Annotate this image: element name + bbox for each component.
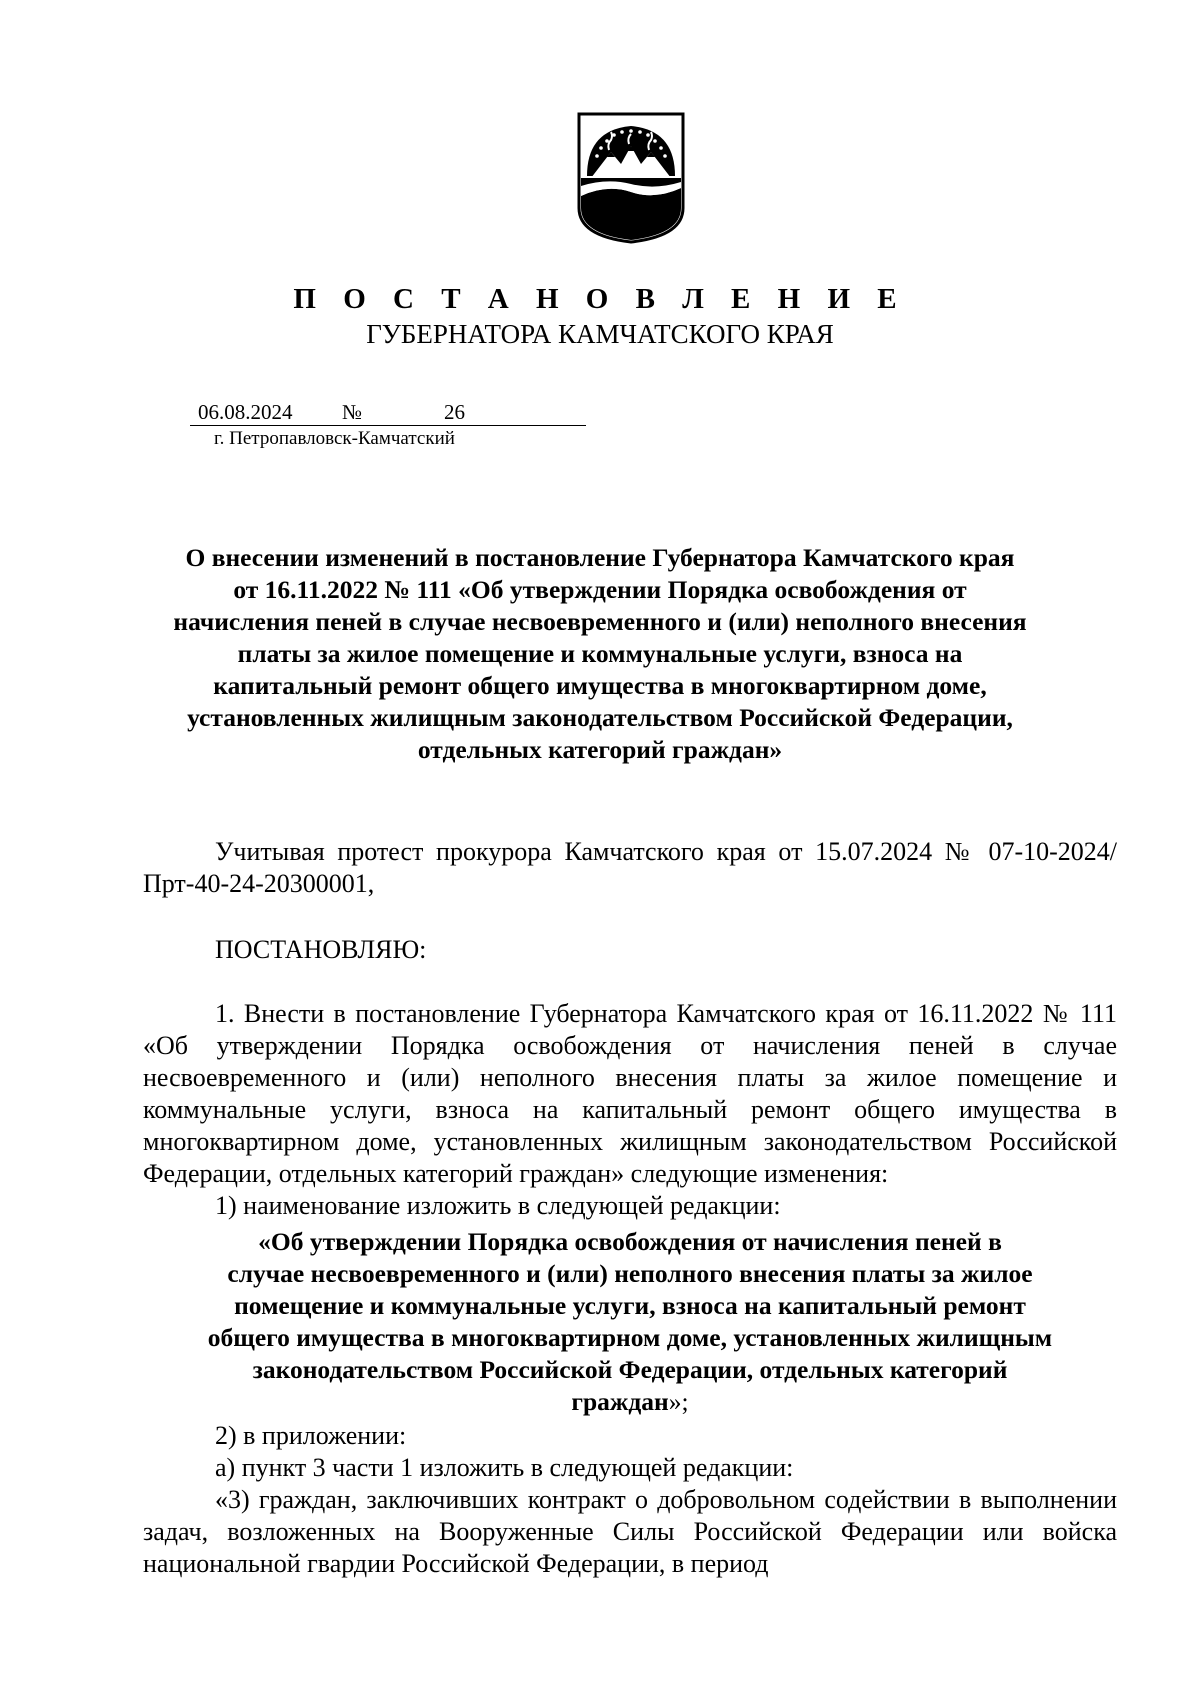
- document-date: 06.08.2024: [198, 400, 293, 424]
- item-1-1-paragraph: 1) наименование изложить в следующей редакции:: [215, 1191, 781, 1220]
- heading-line: О внесении изменений в постановление Губернатора Камчатского края: [185, 543, 1015, 572]
- decree-block: [143, 934, 1117, 966]
- quote-closing: »;: [668, 1387, 689, 1416]
- date-number-line: [190, 399, 586, 426]
- kamchatka-coat-of-arms-icon: [577, 112, 685, 244]
- document-type-title: П О С Т А Н О В Л Е Н И Е: [293, 283, 907, 315]
- quote-line: случае несвоевременного и (или) неполного внесения платы за жилое: [227, 1259, 1033, 1288]
- quote-line: «Об утверждении Порядка освобождения от начисления пеней в: [258, 1227, 1002, 1256]
- issuer-title: ГУБЕРНАТОРА КАМЧАТСКОГО КРАЯ: [366, 319, 834, 349]
- quote-line: общего имущества в многоквартирном доме, установленных жилищным: [207, 1323, 1053, 1352]
- document-number: 26: [444, 400, 465, 424]
- preamble-block: [143, 836, 1117, 900]
- preamble-paragraph: Учитывая протест прокурора Камчатского края от 15.07.2024 № 07-10-2024/Прт-40-24-20300001,: [143, 837, 1117, 898]
- document-heading: [140, 542, 1060, 766]
- quote-line: помещение и коммунальные услуги, взноса на капитальный ремонт: [234, 1291, 1026, 1320]
- heading-line: от 16.11.2022 № 111 «Об утверждении Порядка освобождения от: [233, 575, 967, 604]
- item-1-2a-paragraph: а) пункт 3 части 1 изложить в следующей редакции:: [215, 1453, 794, 1482]
- quote-line: законодательством Российской Федерации, отдельных категорий: [252, 1355, 1008, 1384]
- quote-last-word: граждан: [571, 1387, 669, 1416]
- document-city: г. Петропавловск-Камчатский: [214, 428, 455, 449]
- heading-line: платы за жилое помещение и коммунальные услуги, взноса на: [237, 639, 963, 668]
- quote-line: [143, 1386, 1117, 1418]
- new-title-quote: [143, 1226, 1117, 1418]
- heading-line: начисления пеней в случае несвоевременного и (или) неполного внесения: [173, 607, 1027, 636]
- heading-line: установленных жилищным законодательством Российской Федерации,: [187, 703, 1013, 732]
- heading-line: капитальный ремонт общего имущества в многоквартирном доме,: [213, 671, 987, 700]
- item-1-block: [143, 998, 1117, 1222]
- item-1-2a-text: «3) граждан, заключивших контракт о добровольном содействии в выполнении задач, возложенных на Вооруженные Силы Российской Федерации или войска национальной гвардии Российской Федерации, в период: [143, 1485, 1117, 1578]
- item-2-block: [143, 1420, 1117, 1580]
- heading-line: отдельных категорий граждан»: [417, 735, 783, 764]
- item-1-2-paragraph: 2) в приложении:: [215, 1421, 407, 1450]
- item-1-paragraph: 1. Внести в постановление Губернатора Камчатского края от 16.11.2022 № 111 «Об утверждении Порядка освобождения от начисления пеней в случае несвоевременного и (или) неполного внесения платы за жилое помещение и коммунальные услуги, взноса на капитальный ремонт общего имущества в многоквартирном доме, установленных жилищным законодательством Российской Федерации, отдельных категорий граждан» следующие изменения:: [143, 999, 1117, 1188]
- decree-word: ПОСТАНОВЛЯЮ:: [215, 935, 427, 964]
- number-sign: №: [342, 400, 363, 424]
